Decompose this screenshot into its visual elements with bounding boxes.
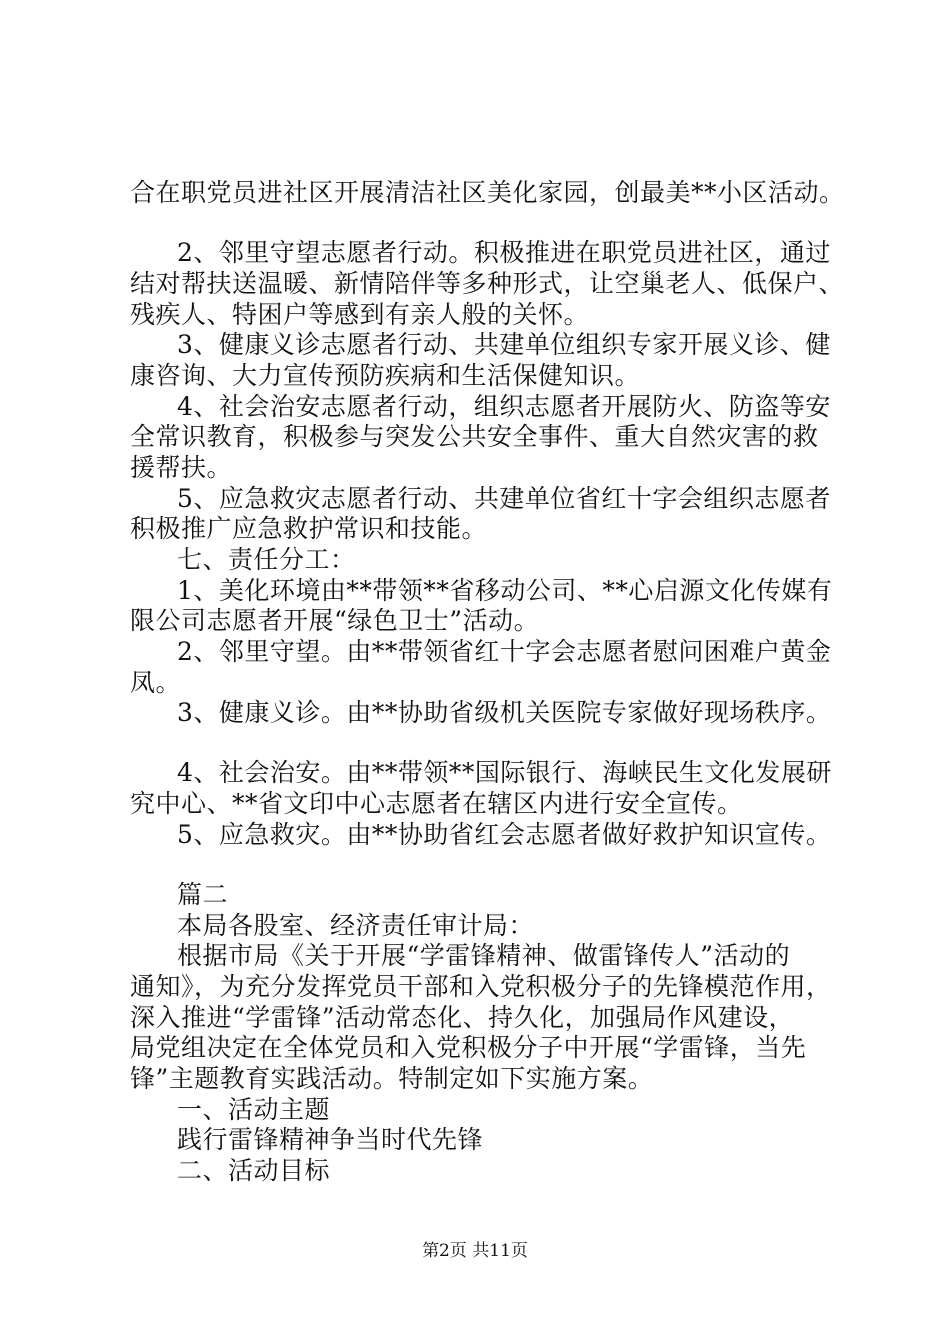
text-line: 结对帮扶送温暖、新情陪伴等多种形式，让空巢老人、低保户、 (130, 269, 845, 298)
text-line: 康咨询、大力宣传预防疾病和生活保健知识。 (130, 361, 641, 390)
text-line: 究中心、**省文印中心志愿者在辖区内进行安全宣传。 (130, 789, 743, 818)
text-line: 积极推广应急救护常识和技能。 (130, 514, 488, 543)
text-line: 全常识教育，积极参与突发公共安全事件、重大自然灾害的救 (130, 422, 819, 451)
text-line: 3、健康义诊志愿者行动、共建单位组织专家开展义诊、健 (177, 330, 831, 359)
section-heading: 七、责任分工： (177, 545, 356, 574)
text-line: 限公司志愿者开展“绿色卫士”活动。 (130, 606, 540, 635)
text-line: 5、应急救灾志愿者行动、共建单位省红十字会组织志愿者 (177, 484, 831, 513)
text-line: 践行雷锋精神争当时代先锋 (177, 1125, 484, 1154)
text-line: 残疾人、特困户等感到有亲人般的关怀。 (130, 300, 590, 329)
section-heading: 二、活动目标 (177, 1156, 331, 1185)
text-line: 凤。 (130, 668, 182, 697)
section-heading: 篇二 (177, 880, 229, 909)
text-line: 本局各股室、经济责任审计局： (177, 911, 535, 940)
text-line: 3、健康义诊。由**协助省级机关医院专家做好现场秩序。 (177, 698, 832, 727)
text-line: 深入推进“学雷锋”活动常态化、持久化，加强局作风建设， (130, 1003, 795, 1032)
text-line: 合在职党员进社区开展清洁社区美化家园，创最美**小区活动。 (130, 178, 845, 207)
text-line: 1、美化环境由**带领**省移动公司、**心启源文化传媒有 (177, 576, 833, 605)
text-line: 2、邻里守望。由**带领省红十字会志愿者慰问困难户黄金 (177, 637, 832, 666)
text-line: 4、社会治安。由**带领**国际银行、海峡民生文化发展研 (177, 758, 832, 787)
page-number-footer: 第2页 共11页 (422, 1241, 528, 1261)
text-line: 5、应急救灾。由**协助省红会志愿者做好救护知识宣传。 (177, 820, 832, 849)
section-heading: 一、活动主题 (177, 1095, 331, 1124)
text-line: 根据市局《关于开展“学雷锋精神、做雷锋传人”活动的 (177, 941, 791, 970)
text-line: 2、邻里守望志愿者行动。积极推进在职党员进社区，通过 (177, 238, 831, 267)
text-line: 局党组决定在全体党员和入党积极分子中开展“学雷锋，当先 (130, 1033, 807, 1062)
text-line: 援帮扶。 (130, 453, 233, 482)
text-line: 锋”主题教育实践活动。特制定如下实施方案。 (130, 1064, 654, 1093)
text-line: 通知》，为充分发挥党员干部和入党积极分子的先锋模范作用， (130, 972, 832, 1001)
text-line: 4、社会治安志愿者行动，组织志愿者开展防火、防盗等安 (177, 392, 831, 421)
